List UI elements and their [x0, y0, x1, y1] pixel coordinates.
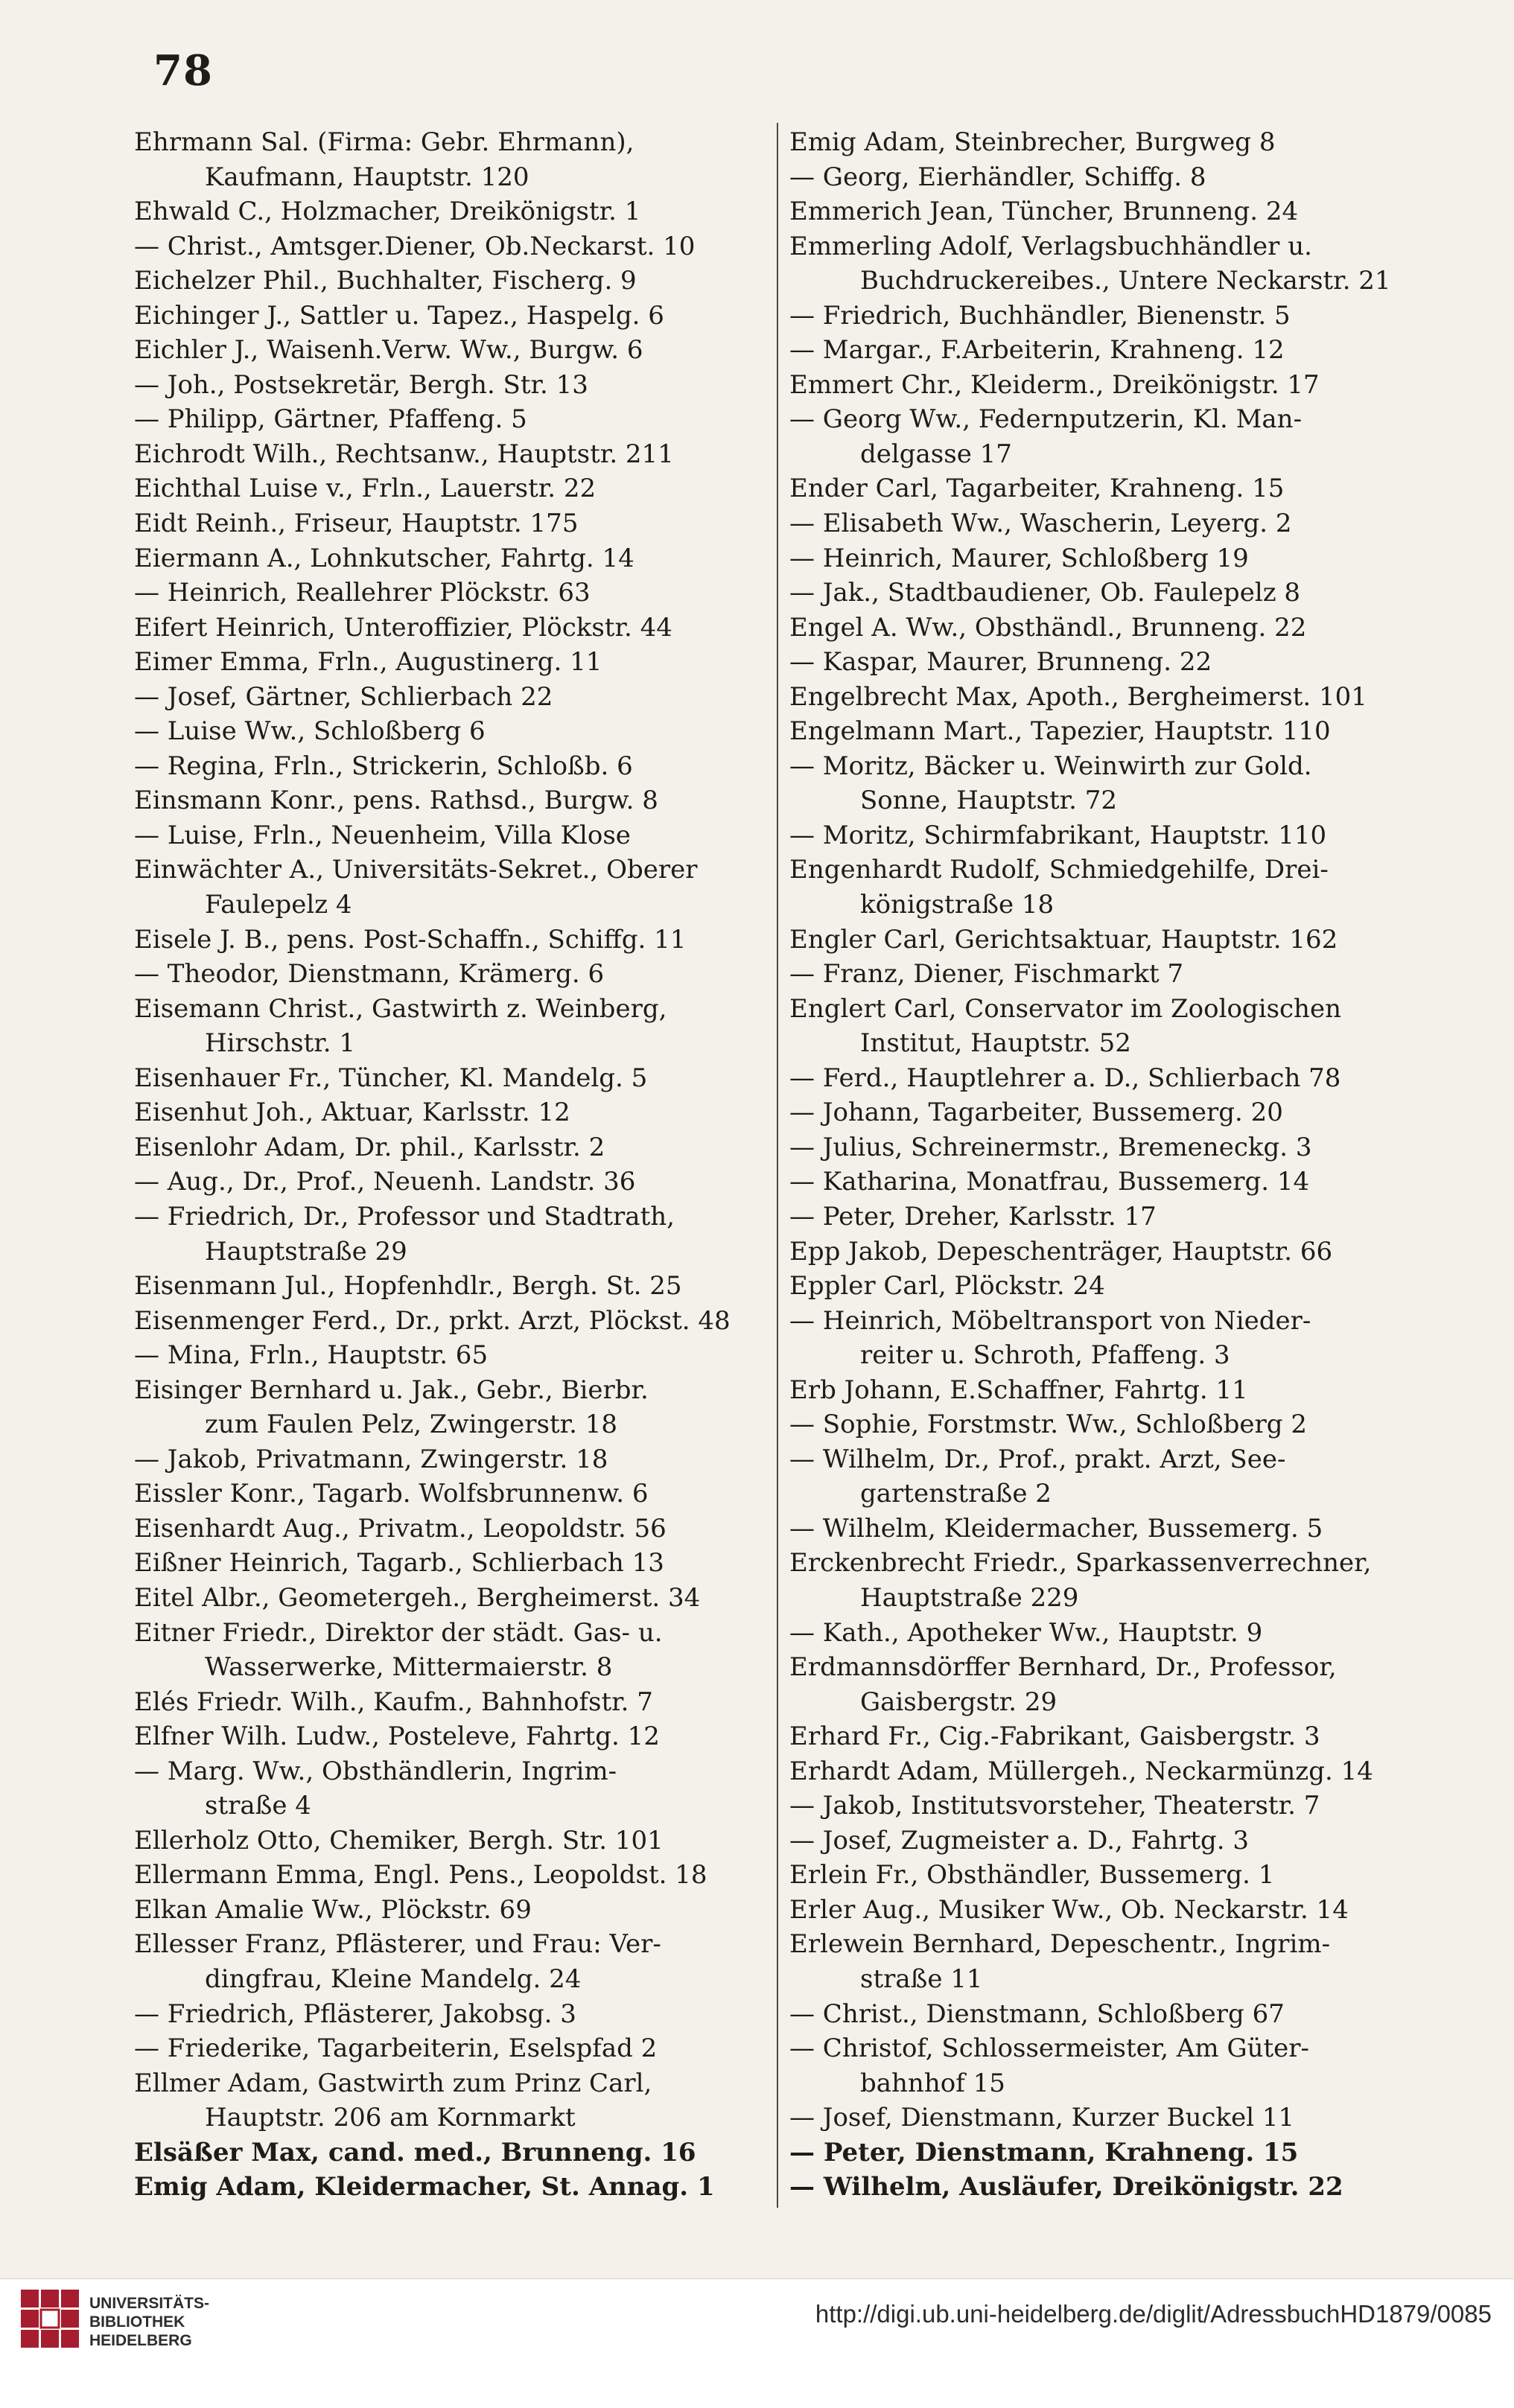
directory-entry-line: Erler Aug., Musiker Ww., Ob. Neckarstr. 14: [789, 1894, 1349, 1925]
directory-entry-line: Kaufmann, Hauptstr. 120: [205, 162, 529, 192]
library-line: UNIVERSITÄTS-: [89, 2295, 210, 2312]
directory-entry-line: — Friedrich, Buchhändler, Bienenstr. 5: [789, 300, 1291, 331]
directory-entry-line: Elsäßer Max, cand. med., Brunneng. 16: [134, 2137, 696, 2167]
directory-entry-line: Gaisbergstr. 29: [860, 1686, 1057, 1717]
directory-entry-line: Emmerling Adolf, Verlagsbuchhändler u.: [789, 231, 1312, 261]
directory-entry-line: — Katharina, Monatfrau, Bussemerg. 14: [789, 1167, 1310, 1197]
directory-entry-line: gartenstraße 2: [860, 1479, 1052, 1509]
directory-entry-line: Hirschstr. 1: [205, 1028, 356, 1059]
directory-entry-line: Elkan Amalie Ww., Plöckstr. 69: [134, 1894, 532, 1925]
directory-entry-line: Engelbrecht Max, Apoth., Bergheimerst. 101: [789, 681, 1367, 712]
page-number: 78: [153, 46, 213, 95]
directory-entry-line: Erdmannsdörffer Bernhard, Dr., Professor,: [789, 1652, 1337, 1683]
directory-entry-line: königstraße 18: [860, 890, 1055, 920]
directory-entry-line: Eisenmann Jul., Hopfenhdlr., Bergh. St. 25: [134, 1271, 682, 1302]
directory-entry-line: Elés Friedr. Wilh., Kaufm., Bahnhofstr. 7: [134, 1686, 653, 1717]
directory-entry-line: — Wilhelm, Dr., Prof., prakt. Arzt, See-: [789, 1444, 1286, 1474]
directory-entry-line: — Jak., Stadtbaudiener, Ob. Faulepelz 8: [789, 578, 1301, 608]
directory-entry-line: — Jakob, Institutsvorsteher, Theaterstr. 7: [789, 1791, 1320, 1821]
directory-entry-line: — Theodor, Dienstmann, Krämerg. 6: [134, 959, 605, 990]
library-name: [89, 2294, 209, 2350]
directory-entry-line: zum Faulen Pelz, Zwingerstr. 18: [205, 1410, 618, 1440]
directory-entry-line: — Moritz, Bäcker u. Weinwirth zur Gold.: [789, 751, 1312, 781]
directory-entry-line: — Luise, Frln., Neuenheim, Villa Klose: [134, 820, 631, 850]
directory-entry-line: — Moritz, Schirmfabrikant, Hauptstr. 110: [789, 820, 1327, 850]
directory-entry-line: Eisenhut Joh., Aktuar, Karlsstr. 12: [134, 1098, 570, 1128]
directory-entry-line: Eissler Konr., Tagarb. Wolfsbrunnenw. 6: [134, 1479, 649, 1509]
directory-entry-line: Eisenhauer Fr., Tüncher, Kl. Mandelg. 5: [134, 1063, 648, 1093]
directory-entry-line: Emmerich Jean, Tüncher, Brunneng. 24: [789, 197, 1299, 227]
directory-entry-line: — Luise Ww., Schloßberg 6: [134, 716, 486, 747]
directory-entry-line: Eitner Friedr., Direktor der städt. Gas- u.: [134, 1617, 663, 1648]
directory-entry-line: Eisenlohr Adam, Dr. phil., Karlsstr. 2: [134, 1132, 605, 1162]
directory-entry-line: — Philipp, Gärtner, Pfaffeng. 5: [134, 404, 527, 435]
directory-entry-line: Elfner Wilh. Ludw., Posteleve, Fahrtg. 12: [134, 1721, 660, 1752]
directory-entry-line: Erhard Fr., Cig.-Fabrikant, Gaisbergstr. 3: [789, 1721, 1320, 1752]
directory-entry-line: Eichinger J., Sattler u. Tapez., Haspelg. 6: [134, 300, 664, 331]
directory-entry-line: delgasse 17: [860, 439, 1012, 469]
directory-entry-line: — Johann, Tagarbeiter, Bussemerg. 20: [789, 1098, 1283, 1128]
directory-entry-line: Eifert Heinrich, Unteroffizier, Plöckstr. 44: [134, 612, 672, 643]
directory-entry-line: Erlewein Bernhard, Depeschentr., Ingrim-: [789, 1929, 1331, 1960]
directory-entry-line: Eisenhardt Aug., Privatm., Leopoldstr. 56: [134, 1513, 667, 1544]
directory-entry-line: Emmert Chr., Kleiderm., Dreikönigstr. 17: [789, 369, 1320, 400]
directory-entry-line: — Jakob, Privatmann, Zwingerstr. 18: [134, 1444, 608, 1474]
directory-entry-line: — Peter, Dreher, Karlsstr. 17: [789, 1201, 1157, 1232]
directory-entry-line: — Christof, Schlossermeister, Am Güter-: [789, 2033, 1310, 2064]
directory-entry-line: Eppler Carl, Plöckstr. 24: [789, 1271, 1105, 1302]
directory-entry-line: Eimer Emma, Frln., Augustinerg. 11: [134, 647, 602, 678]
directory-entry-line: Engelmann Mart., Tapezier, Hauptstr. 110: [789, 716, 1331, 747]
directory-entry-line: Eisemann Christ., Gastwirth z. Weinberg,: [134, 993, 667, 1024]
directory-entry-line: Erckenbrecht Friedr., Sparkassenverrechner,: [789, 1548, 1372, 1579]
directory-entry-line: — Aug., Dr., Prof., Neuenh. Landstr. 36: [134, 1167, 636, 1197]
directory-entry-line: Eichler J., Waisenh.Verw. Ww., Burgw. 6: [134, 335, 643, 366]
directory-entry-line: — Wilhelm, Ausläufer, Dreikönigstr. 22: [789, 2172, 1343, 2202]
directory-entry-line: Eidt Reinh., Friseur, Hauptstr. 175: [134, 509, 579, 539]
directory-entry-line: — Heinrich, Maurer, Schloßberg 19: [789, 543, 1249, 573]
directory-entry-line: — Friedrich, Dr., Professor und Stadtrath,: [134, 1201, 675, 1232]
directory-entry-line: straße 11: [860, 1963, 983, 1994]
directory-entry-line: Emig Adam, Kleidermacher, St. Annag. 1: [134, 2172, 715, 2202]
directory-entry-line: — Georg Ww., Federnputzerin, Kl. Man-: [789, 404, 1303, 435]
library-line: HEIDELBERG: [89, 2332, 192, 2349]
directory-entry-line: — Heinrich, Reallehrer Plöckstr. 63: [134, 578, 591, 608]
directory-entry-line: Wasserwerke, Mittermaierstr. 8: [205, 1652, 613, 1683]
directory-entry-line: — Elisabeth Ww., Wascherin, Leyerg. 2: [789, 509, 1292, 539]
directory-entry-line: Einwächter A., Universitäts-Sekret., Oberer: [134, 855, 698, 885]
directory-entry-line: Einsmann Konr., pens. Rathsd., Burgw. 8: [134, 786, 658, 816]
directory-entry-line: Erlein Fr., Obsthändler, Bussemerg. 1: [789, 1860, 1275, 1891]
directory-entry-line: Ehrmann Sal. (Firma: Gebr. Ehrmann),: [134, 127, 634, 157]
source-url[interactable]: http://digi.ub.uni-heidelberg.de/diglit/AdressbuchHD1879/0085: [815, 2300, 1492, 2328]
footer-bar: [0, 2278, 1514, 2408]
directory-entry-line: Institut, Hauptstr. 52: [860, 1028, 1131, 1059]
directory-entry-line: — Friedrich, Pflästerer, Jakobsg. 3: [134, 1998, 576, 2029]
directory-entry-line: — Franz, Diener, Fischmarkt 7: [789, 959, 1184, 990]
directory-entry-line: dingfrau, Kleine Mandelg. 24: [205, 1963, 582, 1994]
directory-entry-line: — Josef, Zugmeister a. D., Fahrtg. 3: [789, 1825, 1250, 1856]
directory-entry-line: — Heinrich, Möbeltransport von Nieder-: [789, 1305, 1311, 1336]
directory-entry-line: Eichrodt Wilh., Rechtsanw., Hauptstr. 211: [134, 439, 674, 469]
directory-entry-line: — Joh., Postsekretär, Bergh. Str. 13: [134, 369, 588, 400]
left-column: [134, 127, 763, 2204]
directory-entry-line: Engenhardt Rudolf, Schmiedgehilfe, Drei-: [789, 855, 1329, 885]
directory-entry-line: Eisinger Bernhard u. Jak., Gebr., Bierbr.: [134, 1375, 649, 1405]
directory-entry-line: — Peter, Dienstmann, Krahneng. 15: [789, 2137, 1299, 2167]
directory-entry-line: — Christ., Dienstmann, Schloßberg 67: [789, 1998, 1285, 2029]
directory-entry-line: — Kaspar, Maurer, Brunneng. 22: [789, 647, 1212, 678]
directory-entry-line: straße 4: [205, 1791, 311, 1821]
directory-entry-line: reiter u. Schroth, Pfaffeng. 3: [860, 1340, 1230, 1371]
directory-entry-line: Ellermann Emma, Engl. Pens., Leopoldst. 18: [134, 1860, 707, 1891]
directory-entry-line: Eißner Heinrich, Tagarb., Schlierbach 13: [134, 1548, 664, 1579]
right-column: [789, 127, 1408, 2204]
directory-entry-line: Ender Carl, Tagarbeiter, Krahneng. 15: [789, 474, 1285, 504]
directory-entry-line: Erhardt Adam, Müllergeh., Neckarmünzg. 14: [789, 1756, 1373, 1786]
directory-entry-line: — Georg, Eierhändler, Schiffg. 8: [789, 162, 1206, 192]
directory-entry-line: — Josef, Gärtner, Schlierbach 22: [134, 681, 553, 712]
directory-entry-line: Hauptstraße 229: [860, 1582, 1079, 1613]
directory-entry-line: Engler Carl, Gerichtsaktuar, Hauptstr. 162: [789, 924, 1338, 955]
directory-entry-line: Ellerholz Otto, Chemiker, Bergh. Str. 101: [134, 1825, 664, 1856]
directory-entry-line: Eisele J. B., pens. Post-Schaffn., Schiffg. 11: [134, 924, 687, 955]
library-line: BIBLIOTHEK: [89, 2313, 185, 2331]
directory-entry-line: bahnhof 15: [860, 2068, 1005, 2098]
directory-entry-line: — Julius, Schreinermstr., Bremeneckg. 3: [789, 1132, 1312, 1162]
directory-entry-line: — Friederike, Tagarbeiterin, Eselspfad 2: [134, 2033, 658, 2064]
directory-entry-line: Englert Carl, Conservator im Zoologischen: [789, 993, 1341, 1024]
directory-entry-line: — Kath., Apotheker Ww., Hauptstr. 9: [789, 1617, 1263, 1648]
directory-entry-line: — Josef, Dienstmann, Kurzer Buckel 11: [789, 2103, 1295, 2133]
directory-entry-line: Eisenmenger Ferd., Dr., prkt. Arzt, Plöckst. 48: [134, 1305, 731, 1336]
directory-entry-line: Buchdruckereibes., Untere Neckarstr. 21: [860, 266, 1391, 296]
directory-entry-line: Sonne, Hauptstr. 72: [860, 786, 1118, 816]
directory-entry-line: Erb Johann, E.Schaffner, Fahrtg. 11: [789, 1375, 1248, 1405]
column-divider: [777, 123, 778, 2208]
directory-entry-line: Ellmer Adam, Gastwirth zum Prinz Carl,: [134, 2068, 652, 2098]
directory-entry-line: Eitel Albr., Geometergeh., Bergheimerst. 34: [134, 1582, 701, 1613]
directory-entry-line: Eichthal Luise v., Frln., Lauerstr. 22: [134, 474, 597, 504]
directory-entry-line: — Christ., Amtsger.Diener, Ob.Neckarst. 10: [134, 231, 696, 261]
university-seal-icon: [16, 2285, 83, 2352]
directory-entry-line: — Wilhelm, Kleidermacher, Bussemerg. 5: [789, 1513, 1323, 1544]
directory-entry-line: Hauptstraße 29: [205, 1236, 407, 1267]
directory-entry-line: Epp Jakob, Depeschenträger, Hauptstr. 66: [789, 1236, 1333, 1267]
directory-entry-line: — Mina, Frln., Hauptstr. 65: [134, 1340, 489, 1371]
directory-entry-line: — Sophie, Forstmstr. Ww., Schloßberg 2: [789, 1410, 1307, 1440]
directory-entry-line: — Ferd., Hauptlehrer a. D., Schlierbach 78: [789, 1063, 1341, 1093]
directory-entry-line: Ehwald C., Holzmacher, Dreikönigstr. 1: [134, 197, 641, 227]
directory-entry-line: Ellesser Franz, Pflästerer, und Frau: Ver-: [134, 1929, 661, 1960]
directory-entry-line: Hauptstr. 206 am Kornmarkt: [205, 2103, 576, 2133]
directory-entry-line: Eiermann A., Lohnkutscher, Fahrtg. 14: [134, 543, 634, 573]
directory-entry-line: Emig Adam, Steinbrecher, Burgweg 8: [789, 127, 1276, 157]
directory-entry-line: — Marg. Ww., Obsthändlerin, Ingrim-: [134, 1756, 617, 1786]
directory-entry-line: — Regina, Frln., Strickerin, Schloßb. 6: [134, 751, 633, 781]
directory-entry-line: Engel A. Ww., Obsthändl., Brunneng. 22: [789, 612, 1307, 643]
directory-entry-line: — Margar., F.Arbeiterin, Krahneng. 12: [789, 335, 1285, 366]
directory-entry-line: Faulepelz 4: [205, 890, 352, 920]
directory-entry-line: Eichelzer Phil., Buchhalter, Fischerg. 9: [134, 266, 637, 296]
